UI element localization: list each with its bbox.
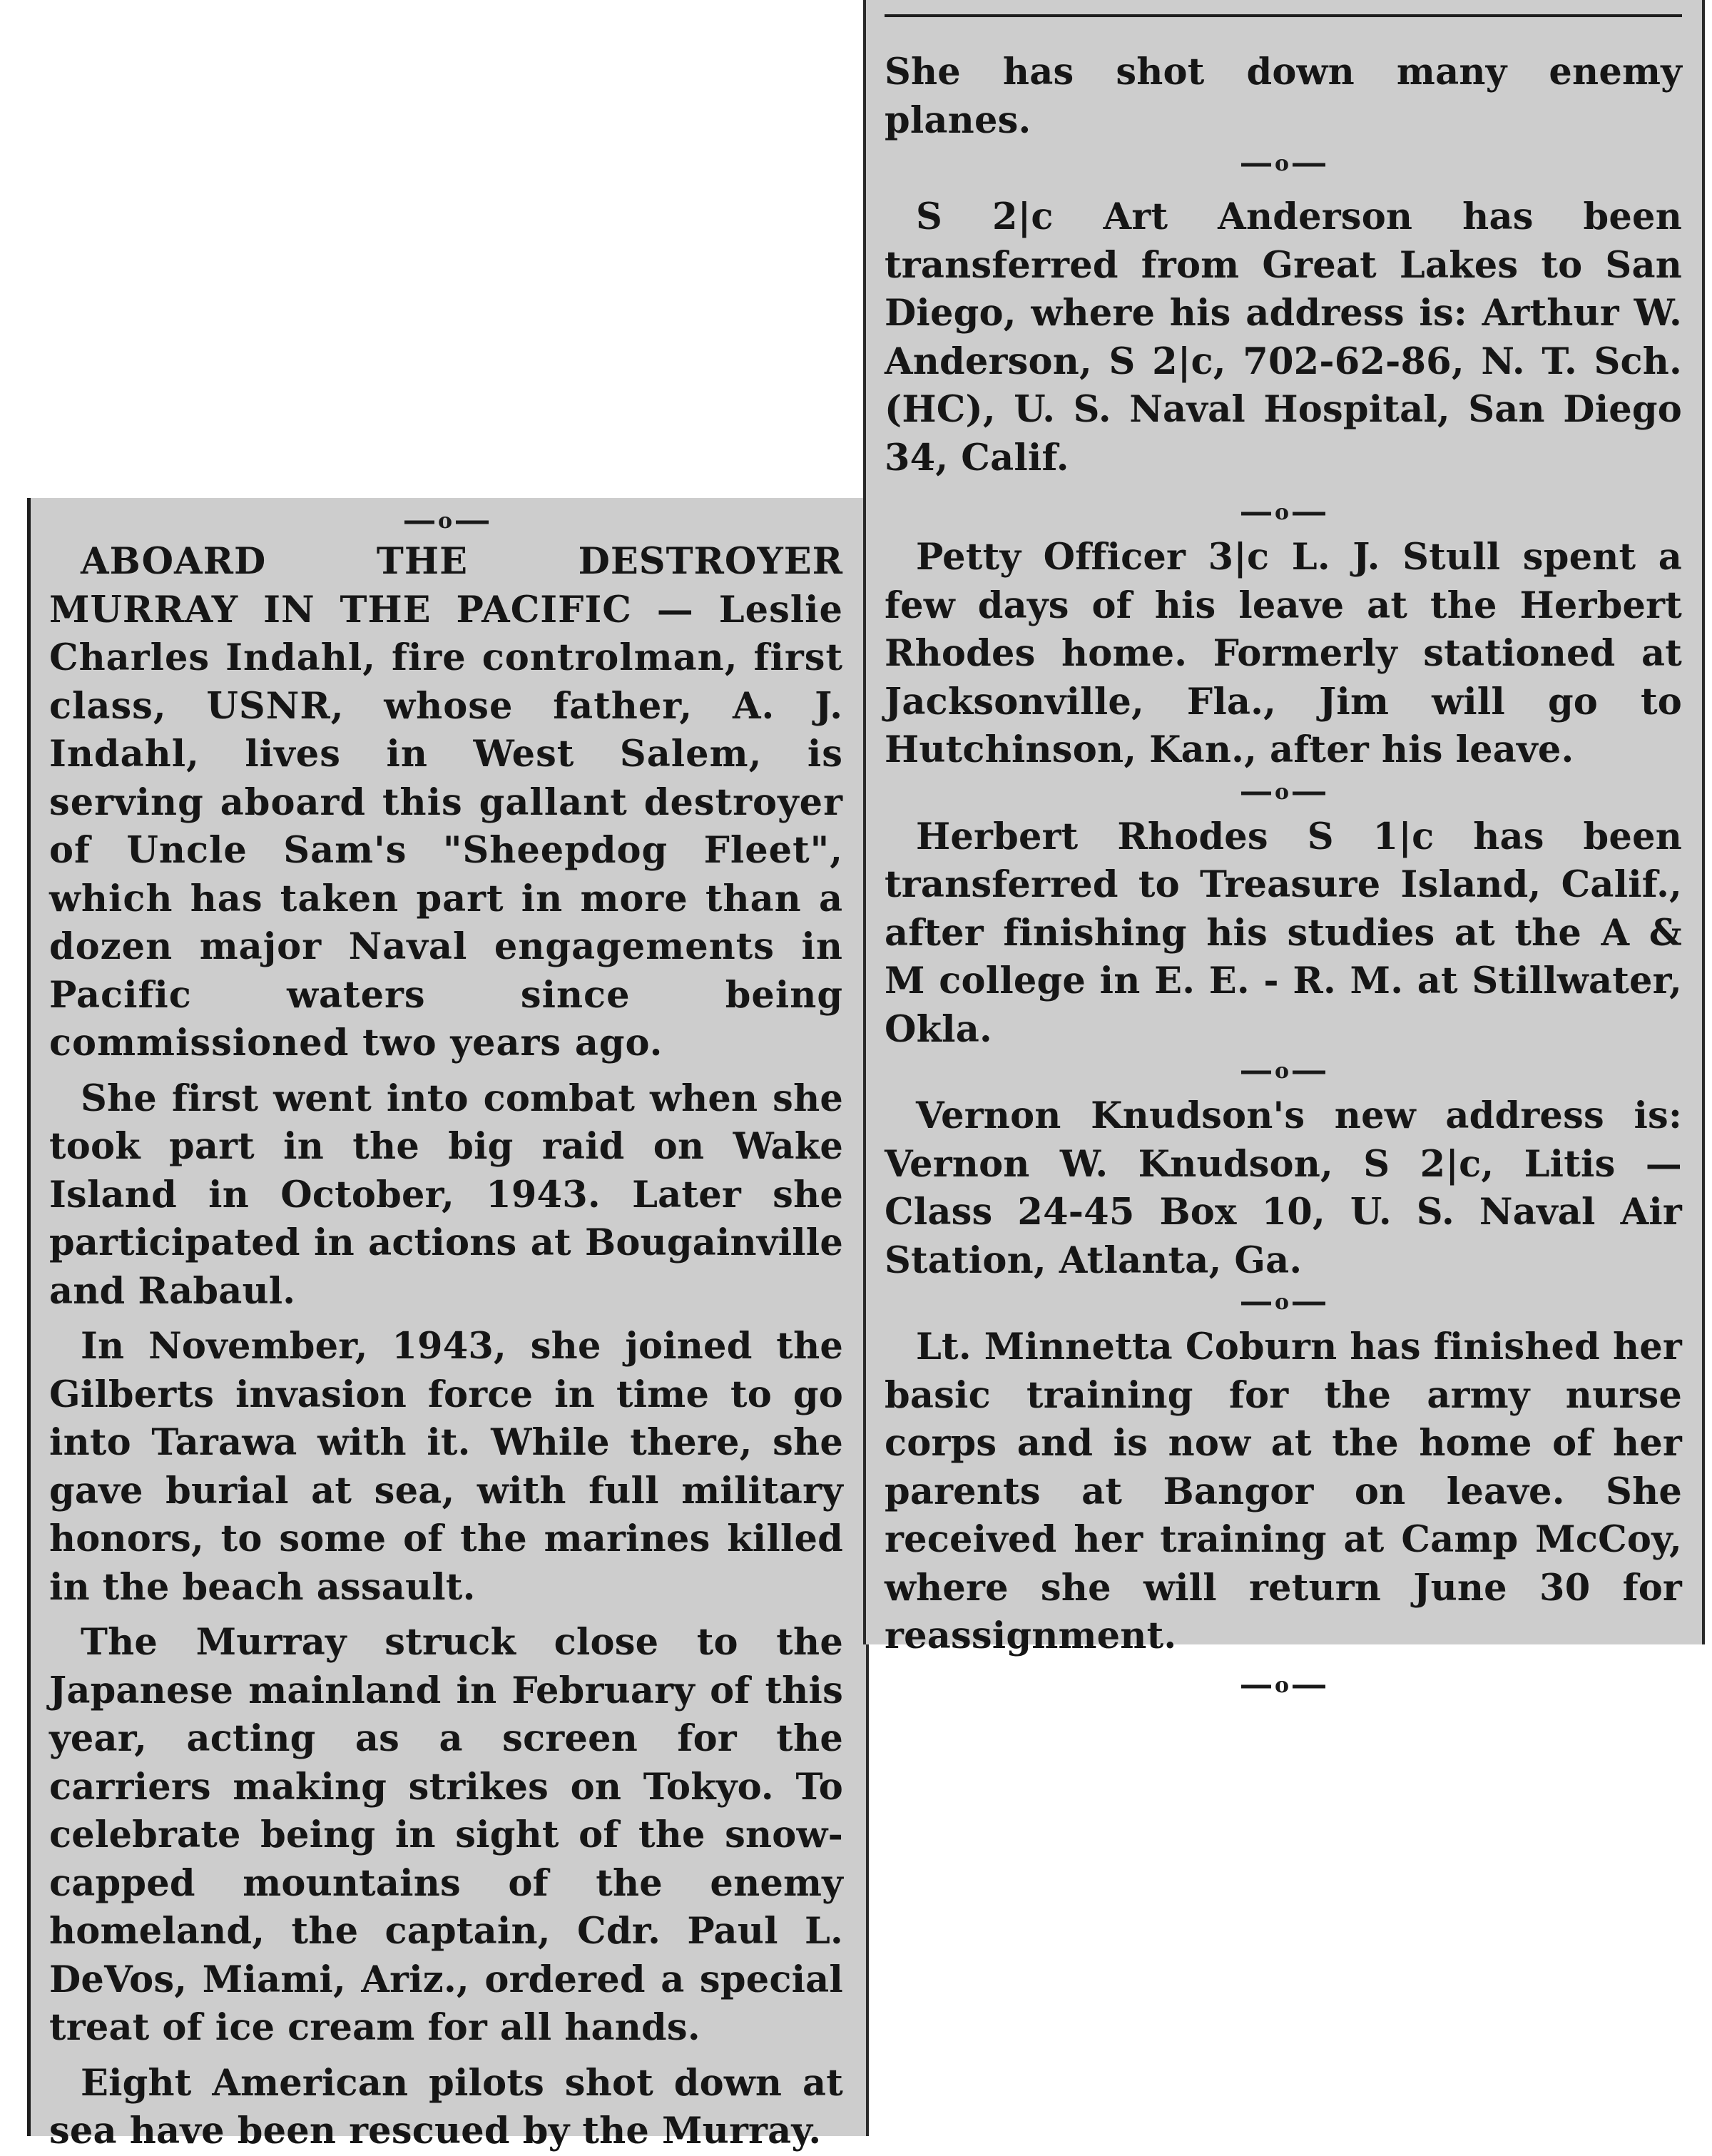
separator-dash-o bbox=[400, 507, 493, 535]
separator-glyph: o bbox=[1274, 1059, 1290, 1084]
paragraph-rescue: Eight American pilots shot down at sea have been rescued by the Murray. bbox=[49, 2061, 843, 2152]
item-coburn: Lt. Minnetta Coburn has finished her basic training for the army nurse corps and is now at the home of her parents at Bangor on leave. She received her training at Camp McCoy, where she will return June 30 for reassignment. bbox=[885, 1326, 1682, 1657]
separator-dash-o bbox=[1237, 1057, 1330, 1085]
separator-dash-o bbox=[1237, 1288, 1330, 1316]
item-anderson: S 2|c Art Anderson has been transferred from Great Lakes to San Diego, where his address is: Arthur W. Anderson, S 2|c, 702-62-86, N. T. Sch. (HC), U. S. Naval Hospital, San Diego 34, Calif. bbox=[885, 195, 1682, 479]
separator-glyph: o bbox=[1274, 500, 1290, 525]
left-column-clipping bbox=[27, 498, 869, 2152]
separator-glyph: o bbox=[1274, 151, 1290, 176]
item-rhodes: Herbert Rhodes S 1|c has been transferred to Treasure Island, Calif., after finishing his studies at the A & M college in E. E. - R. M. at Stillwater, Okla. bbox=[885, 815, 1682, 1051]
item-stull: Petty Officer 3|c L. J. Stull spent a few days of his leave at the Herbert Rhodes home. Formerly stationed at Jacksonville, Fla., Jim will go to Hutchinson, Kan., after his leave. bbox=[885, 536, 1682, 771]
separator-dash-o bbox=[1237, 1671, 1330, 1699]
item-knudson: Vernon Knudson's new address is: Vernon W. Knudson, S 2|c, Litis — Class 24-45 Box 10, U. S. Naval Air Station, Atlanta, Ga. bbox=[885, 1094, 1682, 1282]
right-column-clipping bbox=[863, 0, 1705, 1698]
top-rule bbox=[885, 14, 1682, 17]
separator-dash-o bbox=[1237, 149, 1330, 178]
separator-glyph: o bbox=[437, 509, 452, 534]
paragraph-japan: The Murray struck close to the Japanese mainland in February of this year, acting as a screen for the carriers making strikes on Tokyo. To celebrate being in sight of the snow-capped mountains of the enemy homeland, the captain, Cdr. Paul L. DeVos, Miami, Ariz., ordered a special treat of ice cream for all hands. bbox=[49, 1621, 843, 2049]
dateline-dash: — bbox=[656, 588, 694, 631]
separator-glyph: o bbox=[1274, 1290, 1290, 1315]
separator-glyph: o bbox=[1274, 779, 1290, 805]
lead-paragraph bbox=[49, 538, 843, 1068]
separator-glyph: o bbox=[1274, 1672, 1290, 1698]
lead-text: Leslie Charles Indahl, fire controlman, first class, USNR, whose father, A. J. Indahl, lives in West Salem, is serving aboard this gallant destroyer of Uncle Sam's "Sheepdog Fleet", which has taken part in more than a dozen major Naval engagements in Pacific waters since being commissioned two years ago. bbox=[49, 588, 843, 1064]
continued-line: She has shot down many enemy planes. bbox=[885, 51, 1682, 142]
separator-dash-o bbox=[1237, 778, 1330, 806]
paragraph-tarawa: In November, 1943, she joined the Gilberts invasion force in time to go into Tarawa with it. While there, she gave burial at sea, with full military honors, to some of the marines killed in the beach assault. bbox=[49, 1325, 843, 1609]
dateline: ABOARD THE DESTROYER MURRAY IN THE PACIFIC bbox=[49, 540, 843, 631]
separator-dash-o bbox=[1237, 498, 1330, 527]
paragraph-combat: She first went into combat when she took part in the big raid on Wake Island in October, 1943. Later she participated in actions at Bougainville and Rabaul. bbox=[49, 1077, 843, 1313]
